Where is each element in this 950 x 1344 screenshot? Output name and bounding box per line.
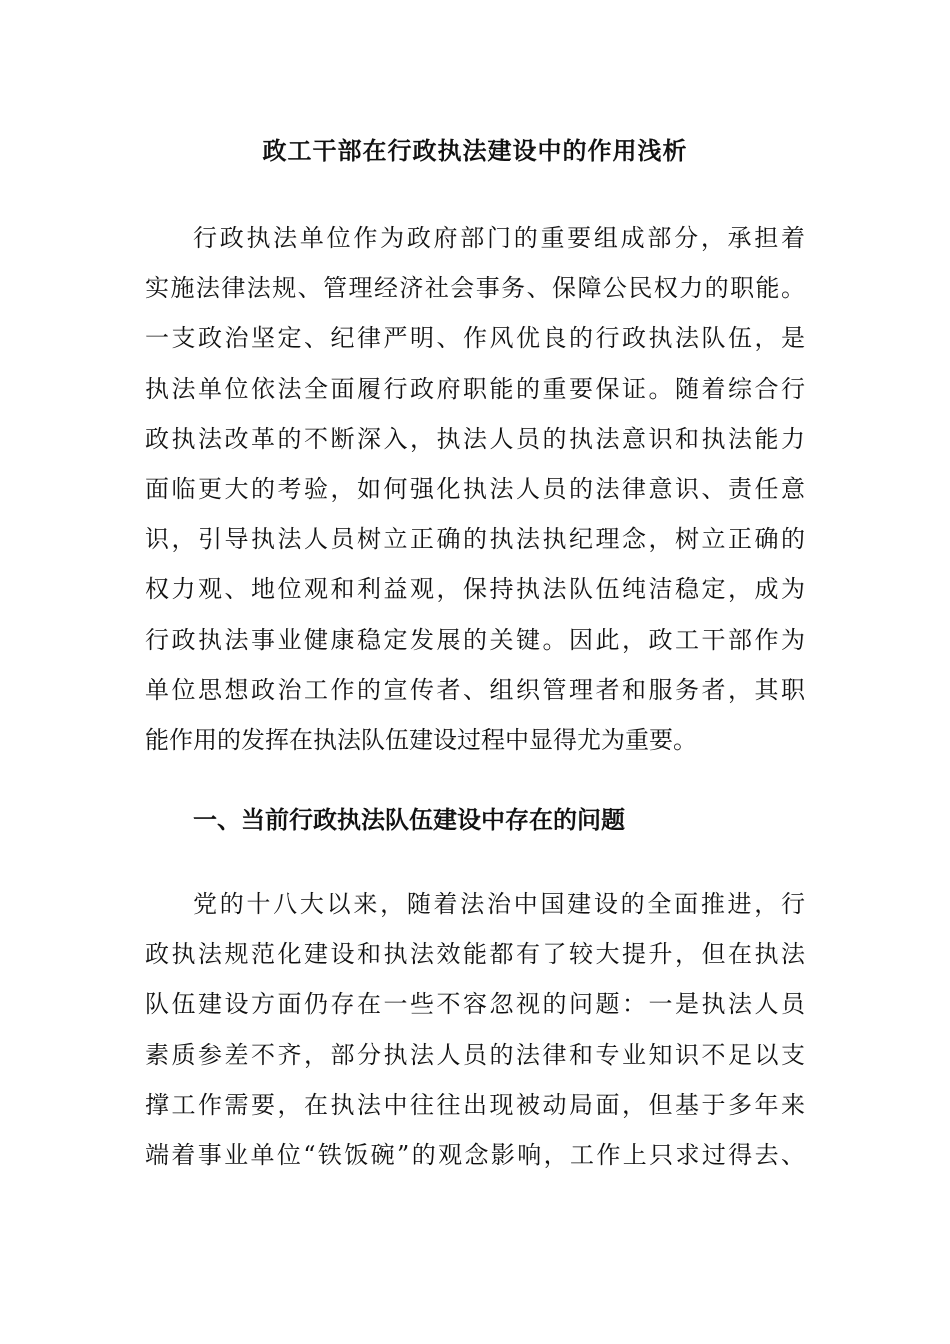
paragraph-line: 执法单位依法全面履行政府职能的重要保证。随着综合行 (145, 374, 805, 403)
section-heading: 一、当前行政执法队伍建设中存在的问题 (193, 805, 625, 834)
paragraph-line: 撑工作需要，在执法中往往出现被动局面，但基于多年来 (145, 1090, 805, 1119)
paragraph-line: 识，引导执法人员树立正确的执法执纪理念，树立正确的 (145, 525, 805, 554)
paragraph-line: 能作用的发挥在执法队伍建设过程中显得尤为重要。 (145, 725, 697, 754)
paragraph-line: 权力观、地位观和利益观，保持执法队伍纯洁稳定，成为 (145, 575, 805, 604)
paragraph-line: 一支政治坚定、纪律严明、作风优良的行政执法队伍，是 (145, 324, 805, 353)
paragraph-line: 实施法律法规、管理经济社会事务、保障公民权力的职能。 (145, 274, 805, 303)
paragraph-line: 队伍建设方面仍存在一些不容忽视的问题：一是执法人员 (145, 990, 805, 1019)
paragraph-line: 面临更大的考验，如何强化执法人员的法律意识、责任意 (145, 474, 805, 503)
paragraph-line: 行政执法事业健康稳定发展的关键。因此，政工干部作为 (145, 625, 805, 654)
paragraph-line: 单位思想政治工作的宣传者、组织管理者和服务者，其职 (145, 675, 805, 704)
paragraph-line: 端着事业单位“铁饭碗”的观念影响，工作上只求过得去、 (145, 1140, 805, 1169)
document-title: 政工干部在行政执法建设中的作用浅析 (262, 136, 688, 165)
paragraph-line: 政执法改革的不断深入，执法人员的执法意识和执法能力 (145, 424, 805, 453)
paragraph-line: 行政执法单位作为政府部门的重要组成部分，承担着 (193, 224, 805, 252)
paragraph-line: 政执法规范化建设和执法效能都有了较大提升，但在执法 (145, 940, 805, 969)
section1-paragraph (145, 879, 805, 1180)
intro-paragraph (145, 213, 805, 765)
paragraph-line: 素质参差不齐，部分执法人员的法律和专业知识不足以支 (145, 1040, 805, 1069)
paragraph-line: 党的十八大以来，随着法治中国建设的全面推进，行 (193, 890, 805, 918)
